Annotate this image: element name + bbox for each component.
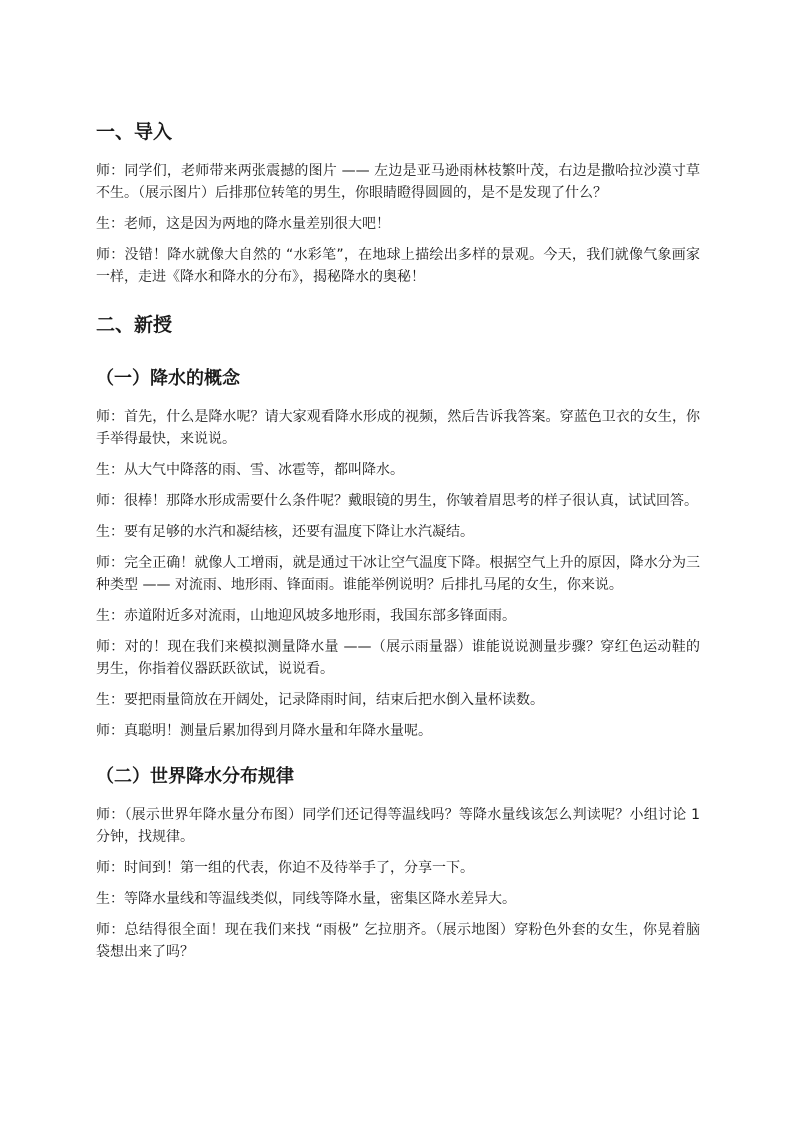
paragraph: 师：没错！降水就像大自然的 “水彩笔”，在地球上描绘出多样的景观。今天，我们就像气象画家一样，走进《降水和降水的分布》，揭秘降水的奥秘！: [96, 247, 700, 285]
paragraph: 师：时间到！第一组的代表，你迫不及待举手了，分享一下。: [96, 860, 474, 876]
paragraph: 生：老师，这是因为两地的降水量差别很大吧！: [96, 216, 390, 232]
spacer: [96, 353, 700, 365]
paragraph: 师：总结得很全面！现在我们来找 “雨极” 乞拉朋齐。（展示地图）穿粉色外套的女生，你晃着脑袋想出来了吗？: [96, 922, 700, 960]
document-page: [96, 118, 700, 972]
paragraph: 生：从大气中降落的雨、雪、冰雹等，都叫降水。: [96, 462, 404, 478]
spacer: [96, 297, 700, 311]
section-title-new-lesson: 二、新授: [96, 314, 173, 336]
paragraph: 生：要有足够的水汽和凝结核，还要有温度下降让水汽凝结。: [96, 524, 474, 540]
paragraph: 师：同学们，老师带来两张震撼的图片 —— 左边是亚马逊雨林枝繁叶茂，右边是撒哈拉沙漠寸草不生。（展示图片）后排那位转笔的男生，你眼睛瞪得圆圆的，是不是发现了什么？: [96, 163, 700, 201]
subsection-title-distribution: （二）世界降水分布规律: [96, 766, 294, 787]
paragraph: 师：（展示世界年降水量分布图）同学们还记得等温线吗？等降水量线该怎么判读呢？小组讨论 1 分钟，找规律。: [96, 807, 700, 845]
paragraph: 师：真聪明！测量后累加得到月降水量和年降水量呢。: [96, 723, 432, 739]
paragraph: 生：等降水量线和等温线类似，同线等降水量，密集区降水差异大。: [96, 891, 516, 907]
spacer: [96, 751, 700, 763]
paragraph: 师：很棒！那降水形成需要什么条件呢？戴眼镜的男生，你皱着眉思考的样子很认真，试试回答。: [96, 493, 698, 509]
paragraph: 师：完全正确！就像人工增雨，就是通过干冰让空气温度下降。根据空气上升的原因，降水分为三种类型 —— 对流雨、地形雨、锋面雨。谁能举例说明？后排扎马尾的女生，你来说。: [96, 555, 700, 593]
paragraph: 生：要把雨量筒放在开阔处，记录降雨时间，结束后把水倒入量杯读数。: [96, 692, 544, 708]
paragraph: 师：首先，什么是降水呢？请大家观看降水形成的视频，然后告诉我答案。穿蓝色卫衣的女生，你手举得最快，来说说。: [96, 409, 700, 447]
paragraph: 师：对的！现在我们来模拟测量降水量 ——（展示雨量器）谁能说说测量步骤？穿红色运动鞋的男生，你指着仪器跃跃欲试，说说看。: [96, 639, 700, 677]
subsection-title-concept: （一）降水的概念: [96, 368, 240, 389]
paragraph: 生：赤道附近多对流雨，山地迎风坡多地形雨，我国东部多锋面雨。: [96, 608, 516, 624]
section-title-intro: 一、导入: [96, 121, 173, 143]
